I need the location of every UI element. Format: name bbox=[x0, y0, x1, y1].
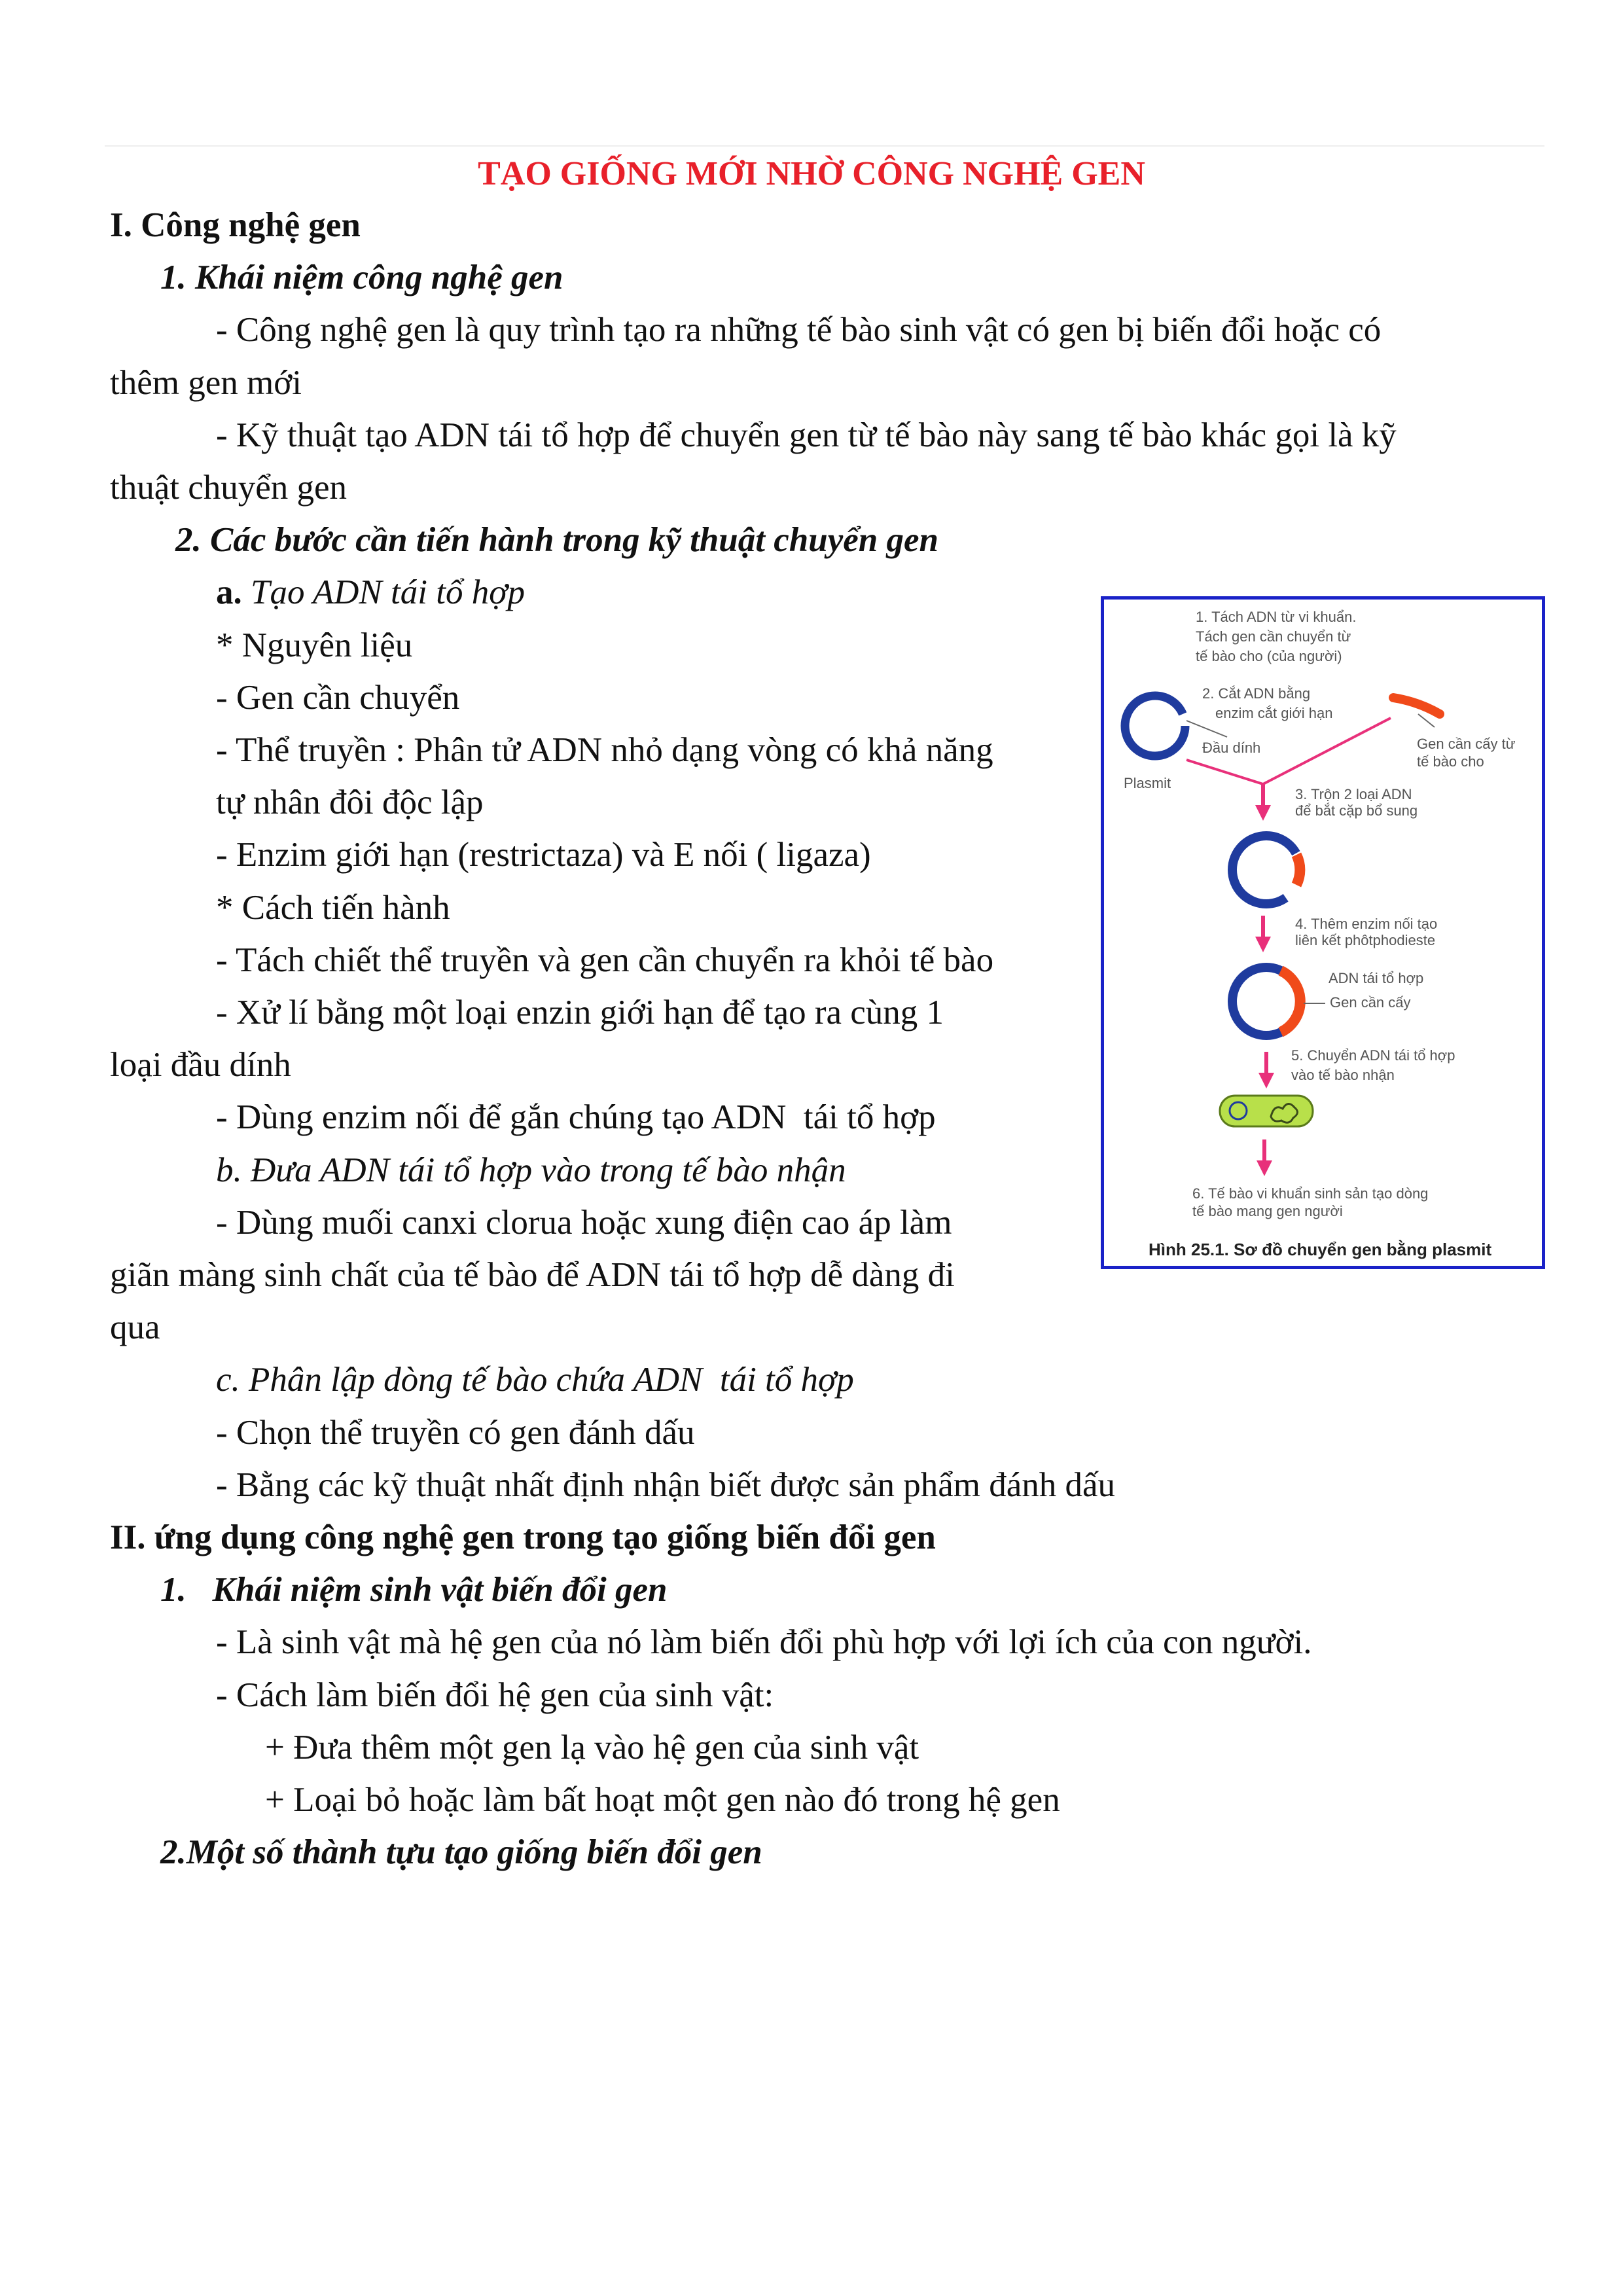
line-text: - Bằng các kỹ thuật nhất định nhận biết được sản phẩm đánh dấu bbox=[216, 1465, 1116, 1504]
line-text: II. ứng dụng công nghệ gen trong tạo giống biến đổi gen bbox=[110, 1518, 936, 1556]
subsection-heading bbox=[160, 251, 563, 304]
line-text: 2.Một số thành tựu tạo giống biến đổi gen bbox=[160, 1833, 762, 1872]
text-line bbox=[216, 1354, 854, 1406]
text-line bbox=[216, 1144, 846, 1196]
line-text: - Cách làm biến đổi hệ gen của sinh vật: bbox=[216, 1676, 774, 1714]
line-text: Tạo ADN tái tổ hợp bbox=[241, 573, 525, 612]
line-text: thuật chuyển gen bbox=[110, 469, 348, 507]
line-text: * Cách tiến hành bbox=[216, 888, 450, 927]
item-marker: a. bbox=[216, 573, 242, 612]
inserted-gene-icon bbox=[1281, 971, 1300, 1032]
text-line bbox=[110, 461, 347, 514]
line-text: c. Phân lập dòng tế bào chứa ADN tái tổ hợp bbox=[216, 1361, 854, 1399]
inserting-gene-icon bbox=[1296, 855, 1300, 885]
subsection-heading bbox=[175, 514, 938, 566]
open-plasmid-icon bbox=[1232, 836, 1300, 904]
diagram bbox=[1104, 600, 1548, 1272]
step6-line2: tế bào mang gen người bbox=[1192, 1203, 1343, 1219]
text-line bbox=[265, 1774, 1060, 1826]
page-title: TẠO GIỐNG MỚI NHỜ CÔNG NGHỆ GEN bbox=[478, 155, 1145, 192]
text-line bbox=[216, 724, 993, 776]
text-line bbox=[216, 776, 483, 829]
step5-line2: vào tế bào nhận bbox=[1291, 1067, 1395, 1083]
text-line bbox=[216, 409, 1397, 461]
sticky-end-label: Đầu dính bbox=[1202, 740, 1261, 756]
text-line bbox=[216, 986, 944, 1039]
subsection-heading bbox=[160, 1826, 762, 1878]
text-line bbox=[110, 357, 302, 409]
text-line bbox=[110, 1249, 955, 1301]
step2-line1: 2. Cắt ADN bằng bbox=[1202, 685, 1311, 702]
step2-line2: enzim cắt giới hạn bbox=[1215, 705, 1333, 721]
line-text: b. Đưa ADN tái tổ hợp vào trong tế bào nhận bbox=[216, 1151, 846, 1189]
donor-gene-line2: tế bào cho bbox=[1417, 753, 1484, 770]
text-line bbox=[216, 882, 450, 934]
line-text: I. Công nghệ gen bbox=[110, 206, 361, 244]
bacterium-icon bbox=[1220, 1096, 1313, 1126]
text-line bbox=[216, 829, 871, 881]
donor-gene-line1: Gen cần cấy từ bbox=[1417, 736, 1516, 752]
step1-line2: Tách gen cần chuyển từ bbox=[1196, 628, 1351, 645]
text-line bbox=[216, 1407, 695, 1459]
text-line bbox=[216, 1616, 1312, 1668]
step4-line2: liên kết phôtphodieste bbox=[1295, 932, 1436, 948]
header-rule bbox=[105, 145, 1544, 147]
text-line bbox=[216, 1091, 936, 1143]
step1-line1: 1. Tách ADN từ vi khuẩn. bbox=[1196, 609, 1357, 625]
line-text: - Tách chiết thể truyền và gen cần chuyển ra khỏi tế bào bbox=[216, 941, 994, 979]
figure-plasmid-gene-transfer bbox=[1101, 596, 1545, 1269]
line-text: - Enzim giới hạn (restrictaza) và E nối ( ligaza) bbox=[216, 836, 871, 874]
line-text: * Nguyên liệu bbox=[216, 626, 413, 664]
step3-line1: 3. Trộn 2 loại ADN bbox=[1295, 786, 1412, 802]
step1-line3: tế bào cho (của người) bbox=[1196, 648, 1342, 664]
recombinant-label: ADN tái tổ hợp bbox=[1329, 970, 1424, 986]
line-text: qua bbox=[110, 1308, 160, 1347]
text-line bbox=[216, 304, 1381, 356]
line-text: + Loại bỏ hoặc làm bất hoạt một gen nào đó trong hệ gen bbox=[265, 1781, 1060, 1819]
text-line bbox=[216, 672, 459, 724]
line-text: - Thể truyền : Phân tử ADN nhỏ dạng vòng có khả năng bbox=[216, 731, 993, 769]
donor-gene-pointer bbox=[1418, 714, 1435, 727]
inserted-gene-label: Gen cần cấy bbox=[1330, 994, 1411, 1011]
figure-caption: Hình 25.1. Sơ đồ chuyển gen bằng plasmit bbox=[1149, 1240, 1492, 1259]
line-text: - Là sinh vật mà hệ gen của nó làm biến đổi phù hợp với lợi ích của con người. bbox=[216, 1623, 1312, 1662]
plasmid-icon bbox=[1125, 696, 1185, 756]
line-text: 1. Khái niệm sinh vật biến đổi gen bbox=[160, 1571, 668, 1609]
line-text: - Chọn thể truyền có gen đánh dấu bbox=[216, 1413, 695, 1452]
text-line bbox=[216, 619, 412, 672]
line-text: - Gen cần chuyển bbox=[216, 678, 460, 717]
text-line bbox=[216, 1196, 952, 1249]
text-line bbox=[110, 1301, 160, 1354]
line-text: 2. Các bước cần tiến hành trong kỹ thuật chuyển gen bbox=[175, 521, 938, 560]
text-line bbox=[216, 1459, 1115, 1511]
plasmid-label: Plasmit bbox=[1124, 775, 1171, 791]
line-text: + Đưa thêm một gen lạ vào hệ gen của sinh vật bbox=[265, 1728, 919, 1767]
line-text: - Dùng muối canxi clorua hoặc xung điện cao áp làm bbox=[216, 1203, 952, 1242]
line-text: - Công nghệ gen là quy trình tạo ra những tế bào sinh vật có gen bị biến đổi hoặc có bbox=[216, 311, 1382, 350]
donor-gene-icon bbox=[1393, 698, 1440, 714]
line-text: - Xử lí bằng một loại enzin giới hạn để tạo ra cùng 1 bbox=[216, 994, 944, 1031]
text-line bbox=[216, 566, 525, 619]
text-line bbox=[216, 1669, 774, 1721]
line-text: thêm gen mới bbox=[110, 363, 302, 402]
line-text: - Dùng enzim nối để gắn chúng tạo ADN tái tổ hợp bbox=[216, 1098, 936, 1137]
step5-line1: 5. Chuyển ADN tái tổ hợp bbox=[1291, 1047, 1455, 1064]
line-text: loại đầu dính bbox=[110, 1046, 291, 1085]
line-text: 1. Khái niệm công nghệ gen bbox=[160, 259, 563, 297]
section-heading bbox=[110, 199, 361, 251]
section-heading bbox=[110, 1511, 936, 1564]
sticky-end-pointer bbox=[1186, 721, 1227, 737]
line-text: giãn màng sinh chất của tế bào để ADN tái tổ hợp dễ dàng đi bbox=[110, 1256, 955, 1294]
text-line bbox=[216, 934, 993, 986]
step4-line1: 4. Thêm enzim nối tạo bbox=[1295, 916, 1438, 932]
line-text: tự nhân đôi độc lập bbox=[216, 783, 484, 822]
text-line bbox=[110, 1039, 291, 1091]
subsection-heading bbox=[160, 1564, 668, 1616]
line-text: - Kỹ thuật tạo ADN tái tổ hợp để chuyển gen từ tế bào này sang tế bào khác gọi là kỹ bbox=[216, 416, 1397, 454]
step6-line1: 6. Tế bào vi khuẩn sinh sản tạo dòng bbox=[1192, 1185, 1429, 1202]
text-line bbox=[265, 1721, 919, 1774]
step3-line2: để bắt cặp bổ sung bbox=[1295, 802, 1418, 819]
